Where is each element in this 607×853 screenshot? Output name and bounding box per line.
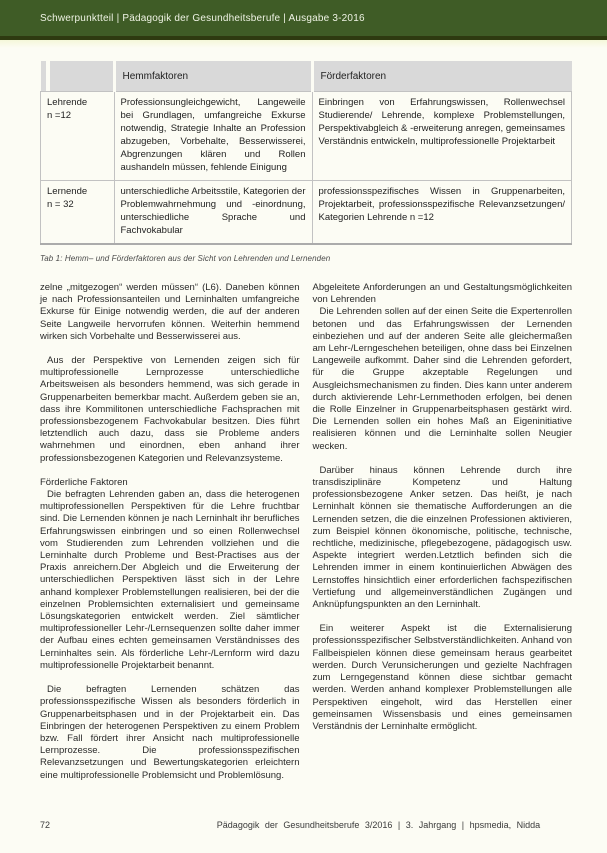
row-n: n =12 <box>47 110 72 121</box>
row-label-lehrende <box>41 92 115 181</box>
table-header-empty <box>41 61 115 92</box>
factors-table <box>40 61 572 245</box>
row-label-lernende <box>41 181 115 245</box>
header-bar <box>0 0 607 36</box>
footer-journal-info: Pädagogik der Gesundheitsberufe 3/2016 | 3. Jahrgang | hpsmedia, Nidda <box>216 820 541 830</box>
subheading-abgeleitete-anforderungen: Abgeleitete Anforderungen an und Gestaltungsmöglichkeiten von Lehrenden <box>312 282 572 306</box>
header-bar-text: Schwerpunktteil | Pädagogik der Gesundheitsberufe | Ausgabe 3-2016 <box>40 13 365 24</box>
cell-lernende-foerderfaktoren: professionsspezifisches Wissen in Gruppenarbeiten, Projektarbeit, professionsspezifische Relevanzsetzungen/ Kategorien Lehrende n =12 <box>312 181 572 245</box>
left-column <box>40 282 300 794</box>
cell-lehrende-hemmfaktoren: Professionsungleichgewicht, Langeweile bei Grundlagen, umfangreiche Exkurse notwendig, Strategie Inhalte an Profession abzugeben, Vorbehalte, Besserwisserei, Abgrenzungen klären und Rollen aushandeln müssen, fehlende Einigung <box>114 92 312 181</box>
cell-lernende-hemmfaktoren: unterschiedliche Arbeitsstile, Kategorien der Problemwahrnehmung und -einordnung, unterschiedliche Sprache und Fachvokabular <box>114 181 312 245</box>
paragraph: Die befragten Lernenden schätzen das professionsspezifische Wissen als besonders förderlich in Gruppenarbeitsphasen und in der Projektarbeit ein. Das Einbringen der heterogenen Perspektiven zu einem Problem bzw. Fall fördert ihrer Ansicht nach multiprofessionelle Lernprozesse. Die professionsspezifischen Relevanzsetzungen und Bewertungskategorien erleichtern eine multiprofessionelle Problemsicht und Problemlösung. <box>40 684 300 781</box>
table-row <box>41 92 572 181</box>
table-header-foerderfaktoren: Förderfaktoren <box>312 61 572 92</box>
table-header-row <box>41 61 572 92</box>
table-caption: Tab 1: Hemm– und Förderfaktoren aus der Sicht von Lehrenden und Lernenden <box>40 254 331 263</box>
row-label: Lehrende <box>47 97 88 108</box>
paragraph: Aus der Perspektive von Lernenden zeigen sich für multiprofessionelle Lernprozesse unterschiedliche Arbeitsweisen als besonders hemmend, was sich gerade in Gruppenarbeiten bemerkbar macht. Außerdem geben sie an, dass ihre Kommilitonen unterschiedliche Fachsprachen mit professionsbezogenem Fachvokabular besitzen. Dies führt letztendlich auch dazu, dass sie Probleme anders wahrnehmen und einordnen, eben anhand ihrer professionsbezogenen Kategorien und Relevanzsysteme. <box>40 355 300 464</box>
row-n: n = 32 <box>47 199 74 210</box>
cell-lehrende-foerderfaktoren: Einbringen von Erfahrungswissen, Rollenwechsel Studierende/ Lehrende, komplexe Problemstellungen, Perspektivabgleich & -erweiterung anregen, gemeinsames Verständnis entwickeln, multiprofessionelle Projektarbeit <box>312 92 572 181</box>
paragraph: Darüber hinaus können Lehrende durch ihre transdisziplinäre Kompetenz und Haltung professionsbezogene Anker setzen. Das heißt, je nach Lerninhalt können sie thematische Aufforderungen an die Lernenden setzen, die die einzelnen Professionen aktivieren, zum Beispiel können ökonomische, politische, technische, rechtliche, medizinische, pflegebezogene, pädagogisch usw. Aspekte integriert werden.Letztlich befinden sich die Lehrenden immer in einem kontinuierlichen Abwägen des Lernstoffes hinsichtlich einer erforderlichen fachspezifischen Vertiefung und allgemeinverständlichen Zugängen und Anknüpfungspunkten an den Lerninhalt. <box>312 464 572 611</box>
page-footer <box>40 820 607 832</box>
page-content <box>40 40 572 794</box>
paragraph: zelne „mitgezogen“ werden müssen“ (L6). Daneben können je nach Professionsanteilen und Lerninhalten umfangreiche Exkurse für Einige notwendig werden, die auf der anderen Seite Langweile hervorrufen können. Weiterhin hemmend wirken sich Vorbehalte und Besserwisserei aus. <box>40 282 300 342</box>
table-row <box>41 181 572 245</box>
row-label: Lernende <box>47 186 88 197</box>
paragraph: Die befragten Lehrenden gaben an, dass die heterogenen multiprofessionellen Perspektiven für die Lehre fruchtbar sind. Die Lernenden können je nach Lerninhalt ihr berufliches Erfahrungswissen einbringen und so einen Rollenwechsel vom Studierenden zum Lehrenden vollziehen und die Lerninhalte durch Probleme und Best-Practises aus der Praxis anreichern.Der Abgleich und die Erweiterung der unterschiedlichen Perspektiven lässt sich in der Lehre anhand komplexer Problemstellungen realisieren, bei der die einzelnen Problemsichten externalisiert und gemeinsame Lösungskategorien entwickelt werden. Ziel sämtlicher multiprofessioneller Lehr-/Lernsequenzen sollte daher immer der Aufbau eines echten gemeinsamen Verständnisses des Lerninhaltes sein. Als förderliche Lehr-/Lernform wird dazu multiprofessionelle Projektarbeit benannt. <box>40 489 300 671</box>
paragraph: Die Lehrenden sollen auf der einen Seite die Expertenrollen betonen und das Erfahrungswissen der Lernenden einbeziehen und auf der anderen Seite alle gleichermaßen am Lehr-/Lerngeschehen beteiligen, ohne dass bei Einzelnen Langeweile aufkommt. Daher sind die Lehrenden gefordert, für die Gruppe akzeptable Regelungen und Ausgleichsmechanismen zu finden. Dies kann unter anderem durch aktivierende Lehr-Lernmethoden erfolgen, bei denen die Rolle Einzelner in Gruppenarbeitsphasen gestärkt wird. Die Lernenden sollen ein hohes Maß an Eigeninitiative realisieren können und die Lerninhalte sollen Neugier wecken. <box>312 306 572 452</box>
right-column <box>313 282 573 794</box>
page-number: 72 <box>40 820 51 830</box>
subheading-foerderliche-faktoren: Förderliche Faktoren <box>40 476 128 488</box>
paragraph: Ein weiterer Aspekt ist die Externalisierung professionsspezifischer Selbstverständlichkeiten. Anhand von Fallbeispielen können diese gemeinsam heraus gearbeitet werden. Durch Verunsicherungen und gezielte Nachfragen zum Lerngegenstand können diese sichtbar gemacht werden. Werden anhand komplexer Problemstellungen alle Perspektiven eingeholt, wird das Herstellen einer gemeinsamen Wissensbasis und eines gemeinsamen Verständnis der Lerninhalte ermöglicht. <box>312 623 572 732</box>
article-body <box>40 282 572 794</box>
table-header-hemmfaktoren: Hemmfaktoren <box>114 61 312 92</box>
